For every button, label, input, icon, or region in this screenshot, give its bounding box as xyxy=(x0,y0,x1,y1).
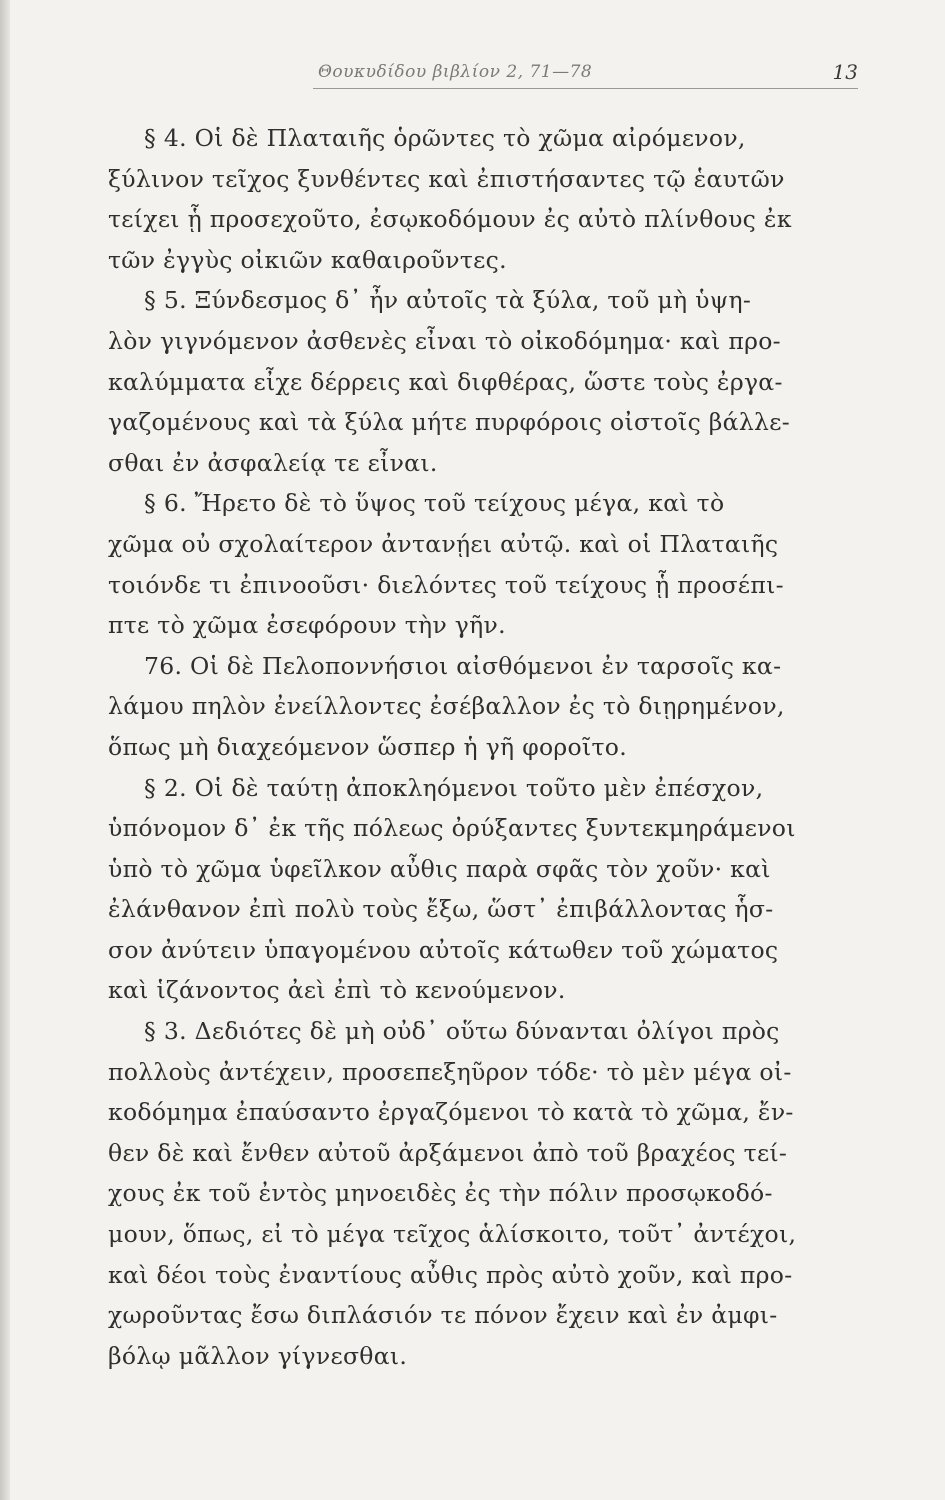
text-line: § 6. Ἤρετο δὲ τὸ ὕψος τοῦ τείχους μέγα, καὶ τὸ xyxy=(144,489,725,518)
text-line: σθαι ἐν ἀσφαλείᾳ τε εἶναι. xyxy=(108,448,438,477)
text-line: ὑπὸ τὸ χῶμα ὑφεῖλκον αὖθις παρὰ σφᾶς τὸν χοῦν· καὶ xyxy=(108,854,771,883)
text-line: χους ἐκ τοῦ ἐντὸς μηνοειδὲς ἐς τὴν πόλιν προσῳκοδό- xyxy=(108,1179,773,1208)
text-line: § 4. Οἱ δὲ Πλαταιῆς ὁρῶντες τὸ χῶμα αἰρόμενον, xyxy=(144,124,746,152)
text-line: λάμου πηλὸν ἐνείλλοντες ἐσέβαλλον ἐς τὸ διῃρημένον, xyxy=(108,692,785,721)
text-line: βόλῳ μᾶλλον γίγνεσθαι. xyxy=(108,1341,408,1370)
header-rule xyxy=(313,88,858,89)
text-line: ὑπόνομον δ᾽ ἐκ τῆς πόλεως ὀρύξαντες ξυντεκμηράμενοι xyxy=(108,814,796,843)
page-number: 13 xyxy=(832,60,858,84)
text-line: 76. Οἱ δὲ Πελοποννήσιοι αἰσθόμενοι ἐν ταρσοῖς κα- xyxy=(144,651,782,680)
body-text xyxy=(108,118,868,1376)
running-title: Θουκυδίδου βιβλίον 2, 71—78 xyxy=(318,62,593,82)
text-line: καλύμματα εἶχε δέρρεις καὶ διφθέρας, ὥστε τοὺς ἐργα- xyxy=(108,367,783,396)
text-line: χῶμα οὐ σχολαίτερον ἀντανῄει αὐτῷ. καὶ οἱ Πλαταιῆς xyxy=(108,529,779,558)
text-line: τῶν ἐγγὺς οἰκιῶν καθαιροῦντες. xyxy=(108,245,507,274)
text-line: ξύλινον τεῖχος ξυνθέντες καὶ ἐπιστήσαντες τῷ ἑαυτῶν xyxy=(108,164,785,193)
text-line: ἐλάνθανον ἐπὶ πολὺ τοὺς ἔξω, ὥστ᾽ ἐπιβάλλοντας ἧσ- xyxy=(108,895,774,924)
page-header xyxy=(108,54,858,94)
text-line: τείχει ᾗ προσεχοῦτο, ἐσῳκοδόμουν ἐς αὐτὸ πλίνθους ἐκ xyxy=(108,205,792,234)
text-line: γαζομένους καὶ τὰ ξύλα μήτε πυρφόροις οἰστοῖς βάλλε- xyxy=(108,408,790,437)
text-line: μουν, ὅπως, εἰ τὸ μέγα τεῖχος ἁλίσκοιτο, τοῦτ᾽ ἀντέχοι, xyxy=(108,1220,797,1249)
text-line: κοδόμημα ἐπαύσαντο ἐργαζόμενοι τὸ κατὰ τὸ χῶμα, ἔν- xyxy=(108,1098,794,1127)
text-line: καὶ δέοι τοὺς ἐναντίους αὖθις πρὸς αὐτὸ χοῦν, καὶ προ- xyxy=(108,1260,793,1289)
text-line: σον ἀνύτειν ὑπαγομένου αὐτοῖς κάτωθεν τοῦ χώματος xyxy=(108,935,779,964)
page-gutter-edge xyxy=(0,0,10,1500)
text-line: πολλοὺς ἀντέχειν, προσεπεξηῦρον τόδε· τὸ μὲν μέγα οἰ- xyxy=(108,1057,792,1086)
text-line: καὶ ἱζάνοντος ἀεὶ ἐπὶ τὸ κενούμενον. xyxy=(108,976,566,1005)
text-line: τοιόνδε τι ἐπινοοῦσι· διελόντες τοῦ τείχους ᾗ προσέπι- xyxy=(108,570,784,599)
text-line: ὅπως μὴ διαχεόμενον ὥσπερ ἡ γῆ φοροῖτο. xyxy=(108,732,627,761)
text-line: § 3. Δεδιότες δὲ μὴ οὐδ᾽ οὕτω δύνανται ὀλίγοι πρὸς xyxy=(144,1017,780,1046)
text-line: πτε τὸ χῶμα ἐσεφόρουν τὴν γῆν. xyxy=(108,611,506,640)
text-line: λὸν γιγνόμενον ἀσθενὲς εἶναι τὸ οἰκοδόμημα· καὶ προ- xyxy=(108,326,781,355)
text-line: χωροῦντας ἔσω διπλάσιόν τε πόνον ἔχειν καὶ ἐν ἀμφι- xyxy=(108,1301,778,1330)
text-line: § 2. Οἱ δὲ ταύτῃ ἀποκληόμενοι τοῦτο μὲν ἐπέσχον, xyxy=(144,773,764,802)
text-line: § 5. Ξύνδεσμος δ᾽ ἦν αὐτοῖς τὰ ξύλα, τοῦ μὴ ὑψη- xyxy=(144,286,752,315)
text-line: θεν δὲ καὶ ἔνθεν αὐτοῦ ἀρξάμενοι ἀπὸ τοῦ βραχέος τεί- xyxy=(108,1138,788,1167)
